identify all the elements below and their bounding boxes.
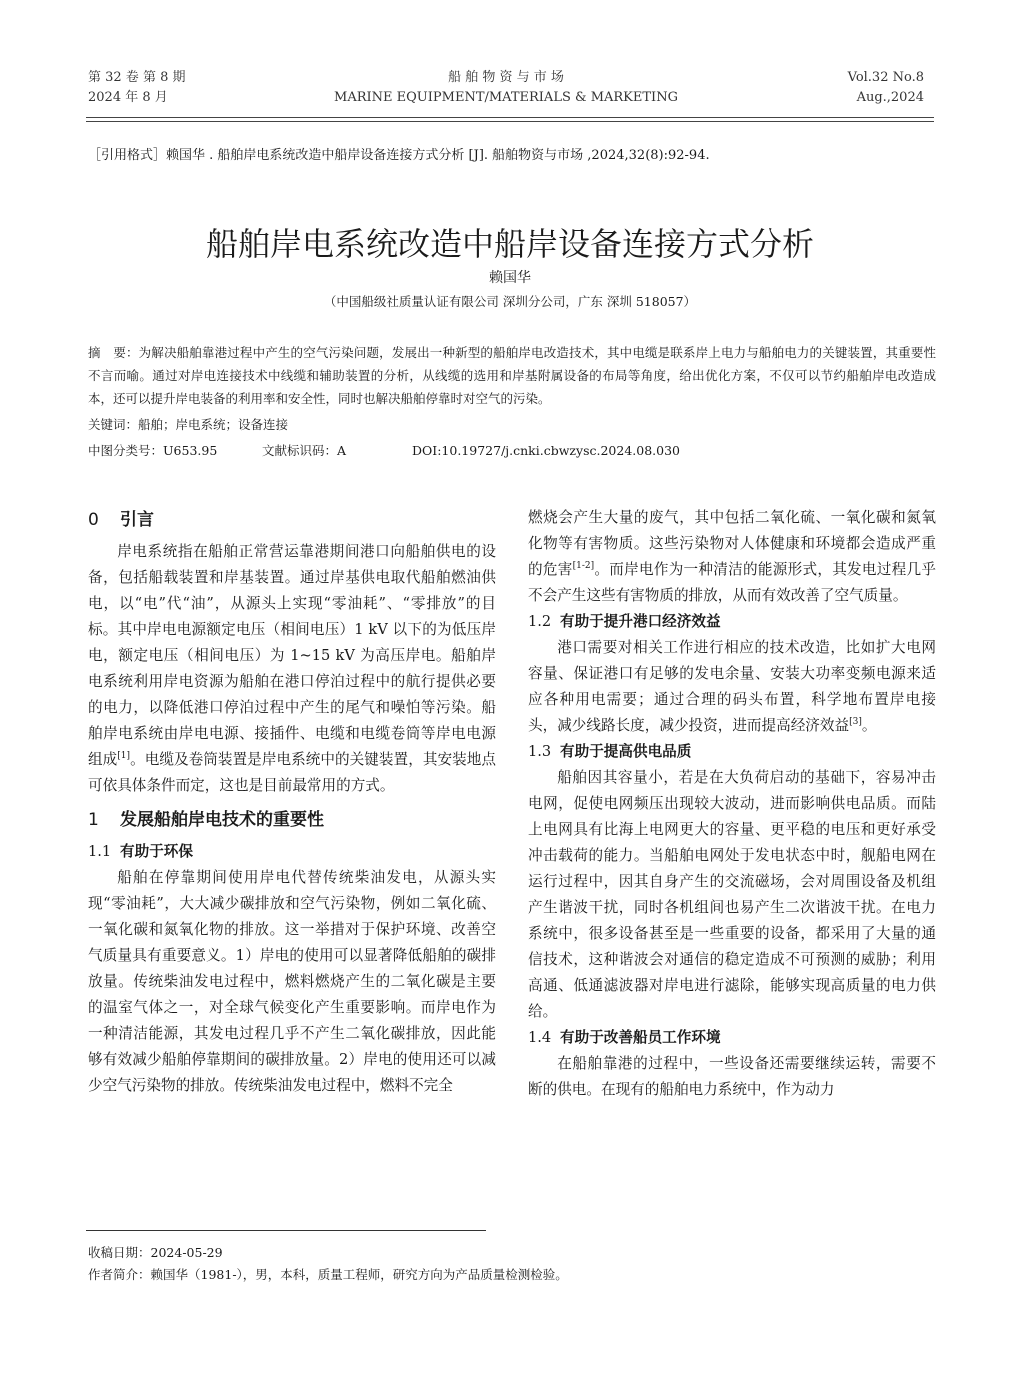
header-journal-cn: 船 舶 物 资 与 市 场 [448, 70, 564, 85]
section-1-heading [88, 799, 496, 839]
running-header [88, 68, 924, 108]
section-0-heading [88, 505, 496, 539]
bio-value: 赖国华（1981-），男，本科，质量工程师，研究方向为产品质量检测检验。 [150, 1267, 568, 1282]
keywords-label: 关键词： [88, 417, 139, 432]
clc-label: 中图分类号： [88, 443, 164, 458]
abstract-label: 摘 要： [88, 345, 139, 360]
header-rule-thick [86, 117, 934, 118]
paragraph-text: 燃烧会产生大量的废气，其中包括二氧化硫、一氧化碳和氮氧化物等有害物质。这些污染物对人体健康和环境都会造成严重的危害 [528, 509, 936, 578]
author-name: 赖国华 [489, 270, 531, 286]
subsection-title: 有助于提升港口经济效益 [560, 613, 721, 630]
paragraph-text: 。而岸电作为一种清洁的能源形式，其发电过程几乎不会产生这些有害物质的排放，从而有效改善了空气质量。 [528, 561, 936, 604]
left-column [88, 505, 496, 1099]
paragraph: 在船舶靠港的过程中，一些设备还需要继续运转，需要不断的供电。在现有的船舶电力系统中，作为动力 [528, 1055, 936, 1098]
citation-text: 赖国华 . 船舶岸电系统改造中船岸设备连接方式分析 [J]. 船舶物资与市场 ,2024,32(8):92-94. [166, 148, 710, 163]
section-1-3-heading [528, 739, 936, 765]
section-number: 1 [88, 810, 99, 830]
author-affiliation: （中国船级社质量认证有限公司 深圳分公司，广东 深圳 518057） [323, 294, 697, 309]
footnote-rule [86, 1230, 486, 1231]
bio-label: 作者简介： [88, 1267, 151, 1282]
reference-marker: [3] [849, 717, 862, 728]
header-volume-cn: 第 32 卷 第 8 期 [88, 70, 186, 85]
keywords [88, 415, 288, 435]
paragraph-text: 港口需要对相关工作进行相应的技术改造，比如扩大电网容量、保证港口有足够的发电余量、安装大功率变频电源来适应各种用电需要；通过合理的码头布置，科学地布置岸电接头，减少线路长度，减少投资，进而提高经济效益 [528, 639, 936, 734]
section-title: 发展船舶岸电技术的重要性 [120, 810, 324, 830]
subsection-number: 1.4 [528, 1029, 552, 1046]
paragraph [88, 539, 496, 799]
subsection-title: 有助于改善船员工作环境 [560, 1029, 721, 1046]
section-title: 引言 [120, 510, 154, 530]
header-journal-en: MARINE EQUIPMENT/MATERIALS & MARKETING [334, 90, 678, 105]
paragraph [528, 505, 936, 609]
subsection-number: 1.3 [528, 743, 552, 760]
subsection-title: 有助于提高供电品质 [560, 743, 692, 760]
reference-marker: [1-2] [572, 561, 595, 572]
subsection-number: 1.1 [88, 843, 112, 860]
header-issue-en [848, 68, 924, 108]
subsection-title: 有助于环保 [120, 843, 193, 860]
subsection-number: 1.2 [528, 613, 552, 630]
section-number: 0 [88, 510, 99, 530]
citation-format [88, 146, 940, 166]
header-date-en: Aug.,2024 [856, 90, 924, 105]
document-code [262, 441, 346, 461]
paragraph: 船舶在停靠期间使用岸电代替传统柴油发电，从源头实现“零油耗”，大大减少碳排放和空气污染物，例如二氧化硫、一氧化碳和氮氧化物的排放。这一举措对于保护环境、改善空气质量具有重要意义。1）岸电的使用可以显著降低船舶的碳排放量。传统柴油发电过程中，燃料燃烧产生的二氧化碳是主要的温室气体之一，对全球气候变化产生重要影响。而岸电作为一种清洁能源，其发电过程几乎不产生二氧化碳排放，因此能够有效减少船舶停靠期间的碳排放量。2）岸电的使用还可以减少空气污染物的排放。传统柴油发电过程中，燃料不完全 [88, 869, 496, 1094]
abstract-text: 为解决船舶靠港过程中产生的空气污染问题，发展出一种新型的船舶岸电改造技术，其中电缆是联系岸上电力与船舶电力的关键装置，其重要性不言而喻。通过对岸电连接技术中线缆和辅助装置的分析，从线缆的选用和岸基附属设备的布局等角度，给出优化方案，不仅可以节约船舶岸电改造成本，还可以提升岸电装备的利用率和安全性，同时也解决船舶停靠时对空气的污染。 [88, 345, 936, 406]
abstract [88, 341, 936, 410]
doi: DOI:10.19727/j.cnki.cbwzysc.2024.08.030 [412, 443, 680, 458]
section-1-4-heading [528, 1025, 936, 1051]
doc-value: A [337, 443, 347, 458]
header-volume-en: Vol.32 No.8 [847, 70, 924, 85]
paragraph [528, 635, 936, 739]
doc-label: 文献标识码： [262, 443, 338, 458]
section-1-1-heading [88, 839, 496, 865]
citation-label: ［引用格式］ [88, 148, 167, 163]
received-label: 收稿日期： [88, 1245, 151, 1260]
header-rule-thin [86, 121, 934, 122]
keywords-text: 船舶；岸电系统；设备连接 [138, 417, 289, 432]
paragraph-text: 岸电系统指在船舶正常营运靠港期间港口向船舶供电的设备，包括船载装置和岸基装置。通过岸基供电取代船舶燃油供电，以“电”代“油”，从源头上实现“零油耗”、“零排放”的目标。其中岸电电源额定电压（相间电压）1 kV 以下的为低压岸电，额定电压（相间电压）为 1~15 kV 为高压岸电。船舶岸电系统利用岸电资源为船舶在港口停泊过程中的航行提供必要的电力，以降低港口停泊过程中产生的尾气和噪怕等污染。船舶岸电系统由岸电电源、接插件、电缆和电缆卷筒等岸电电源组成 [88, 543, 496, 768]
clc-code [88, 441, 217, 461]
paper-title: 船舶岸电系统改造中船岸设备连接方式分析 [205, 225, 814, 264]
header-journal [88, 68, 924, 108]
clc-value: U653.95 [163, 443, 218, 458]
header-date-cn: 2024 年 8 月 [88, 90, 168, 105]
received-date [88, 1243, 223, 1263]
paragraph-text: 。 [861, 717, 877, 734]
paragraph-text: 。电缆及卷筒装置是岸电系统中的关键装置，其安装地点可依具体条件而定，这也是目前最常用的方式。 [88, 751, 496, 794]
section-1-2-heading [528, 609, 936, 635]
received-value: 2024-05-29 [150, 1245, 223, 1260]
author-bio [88, 1265, 568, 1285]
reference-marker: [1] [117, 751, 131, 762]
paragraph: 船舶因其容量小，若是在大负荷启动的基础下，容易冲击电网，促使电网频压出现较大波动，进而影响供电品质。而陆上电网具有比海上电网更大的容量、更平稳的电压和更好承受冲击载荷的能力。当船舶电网处于发电状态中时，舰船电网在运行过程中，因其自身产生的交流磁场，会对周围设备及机组产生谐波干扰，同时各机组间也易产生二次谐波干扰。在电力系统中，很多设备甚至是一些重要的设备，都采用了大量的通信技术，这种谐波会对通信的稳定造成不可预测的威胁；利用高通、低通滤波器对岸电进行滤除，能够实现高质量的电力供给。 [528, 769, 936, 1020]
right-column [528, 505, 936, 1103]
